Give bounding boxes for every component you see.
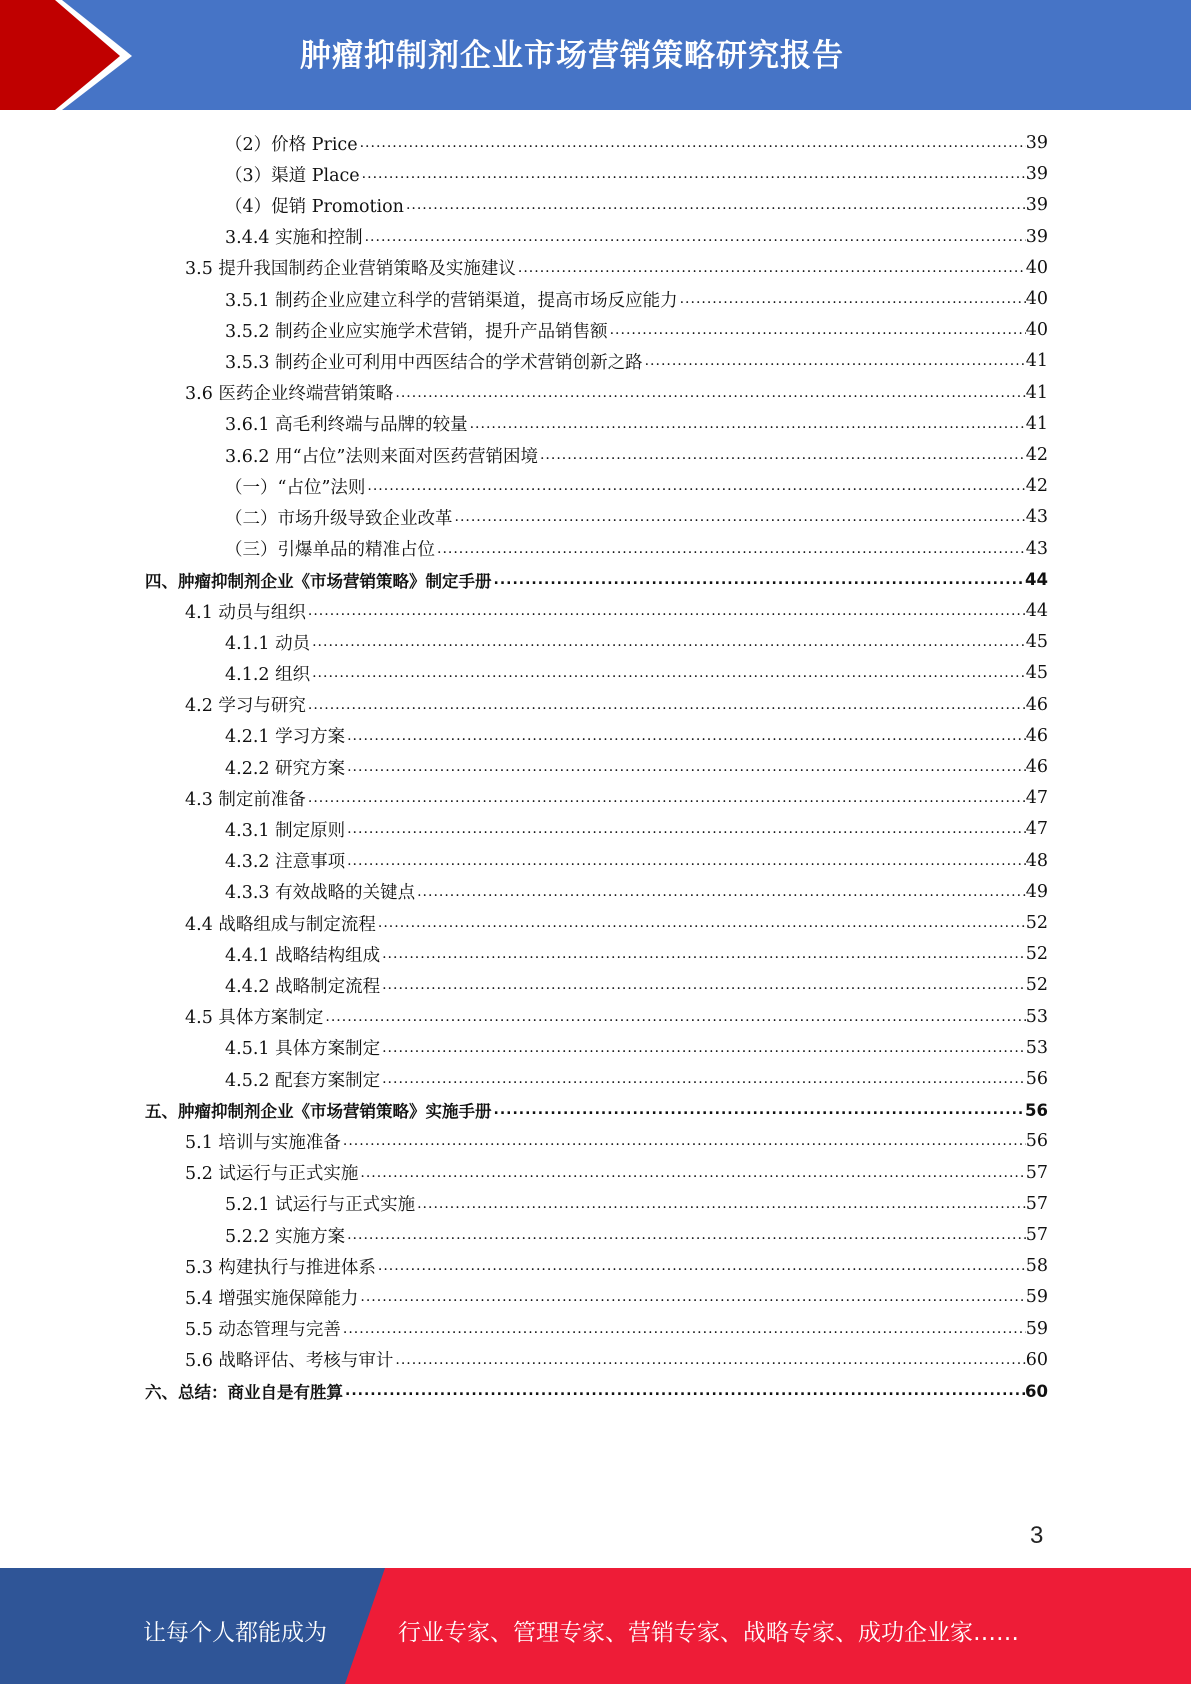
toc-entry-page: 56 (1025, 1100, 1048, 1120)
toc-leader-dots (365, 229, 1026, 245)
arrow-decoration-icon (0, 0, 160, 110)
toc-entry[interactable] (225, 1064, 1048, 1094)
toc-entry-title: 4.1.1 动员 (225, 633, 311, 654)
toc-leader-dots (395, 385, 1025, 401)
toc-entry-page: 48 (1025, 850, 1048, 871)
toc-entry-title: 5.2 试运行与正式实施 (185, 1164, 359, 1185)
toc-entry[interactable] (185, 1002, 1048, 1032)
toc-entry-page: 42 (1025, 445, 1048, 465)
toc-entry-title: 5.4 增强实施保障能力 (185, 1288, 359, 1309)
toc-entry-page: 43 (1025, 538, 1048, 559)
toc-leader-dots (382, 977, 1026, 993)
toc-leader-dots (540, 447, 1026, 463)
toc-leader-dots (382, 946, 1026, 962)
toc-entry-page: 40 (1025, 289, 1048, 309)
toc-entry-page: 60 (1025, 1349, 1048, 1370)
toc-entry-title: 5.5 动态管理与完善 (185, 1320, 341, 1341)
toc-leader-dots (378, 915, 1026, 931)
toc-entry[interactable] (225, 1220, 1048, 1250)
toc-entry-title: （3）渠道 Place (225, 165, 360, 186)
toc-entry-page: 40 (1025, 257, 1048, 278)
toc-leader-dots (680, 291, 1026, 307)
report-title: 肿瘤抑制剂企业市场营销策略研究报告 (300, 38, 844, 74)
toc-entry-title: 3.5.2 制药企业应实施学术营销，提升产品销售额 (225, 321, 608, 342)
toc-entry-title: 4.2.2 研究方案 (225, 758, 346, 779)
toc-leader-dots (494, 572, 1026, 588)
toc-leader-dots (308, 790, 1026, 806)
toc-entry[interactable] (185, 690, 1048, 720)
toc-entry-title: 4.3.1 制定原则 (225, 820, 346, 841)
toc-entry-title: （二）市场升级导致企业改革 (225, 508, 453, 529)
toc-entry[interactable] (225, 128, 1048, 158)
toc-entry[interactable] (185, 378, 1048, 408)
page-number: 3 (1030, 1522, 1044, 1549)
toc-leader-dots (308, 603, 1026, 619)
toc-entry[interactable] (225, 846, 1048, 876)
toc-entry-title: 3.5 提升我国制药企业营销策略及实施建议 (185, 259, 516, 280)
toc-entry-title: 4.4.2 战略制定流程 (225, 976, 381, 997)
toc-leader-dots (367, 478, 1025, 494)
toc-leader-dots (378, 1258, 1026, 1274)
toc-entry-title: 五、肿瘤抑制剂企业《市场营销策略》实施手册 (145, 1102, 492, 1122)
toc-entry[interactable] (185, 1126, 1048, 1156)
toc-entry-page: 46 (1025, 694, 1048, 715)
toc-leader-dots (395, 1352, 1025, 1368)
toc-entry[interactable] (185, 783, 1048, 813)
toc-entry-title: 4.4 战略组成与制定流程 (185, 914, 376, 935)
toc-entry[interactable] (225, 627, 1048, 657)
toc-entry-title: 5.2.1 试运行与正式实施 (225, 1195, 416, 1216)
toc-entry-page: 41 (1025, 351, 1048, 372)
toc-entry[interactable] (225, 939, 1048, 969)
toc-leader-dots (494, 1102, 1026, 1118)
toc-entry-title: 4.3.2 注意事项 (225, 852, 346, 873)
toc-entry-page: 47 (1025, 819, 1048, 840)
toc-entry-page: 52 (1025, 944, 1048, 965)
toc-entry[interactable] (185, 908, 1048, 938)
toc-entry-title: （4）促销 Promotion (225, 196, 404, 217)
toc-entry[interactable] (225, 222, 1048, 252)
toc-entry-page: 39 (1025, 164, 1048, 185)
toc-entry-page: 52 (1025, 913, 1048, 933)
toc-leader-dots (518, 260, 1026, 276)
toc-entry[interactable] (225, 877, 1048, 907)
toc-entry[interactable] (225, 190, 1048, 220)
toc-entry[interactable] (145, 565, 1048, 595)
toc-leader-dots (406, 197, 1026, 213)
toc-entry-page: 56 (1025, 1131, 1048, 1152)
toc-entry[interactable] (225, 346, 1048, 376)
toc-entry-title: 4.5.1 具体方案制定 (225, 1039, 381, 1060)
toc-entry[interactable] (225, 1033, 1048, 1063)
toc-entry-page: 39 (1025, 195, 1048, 216)
toc-entry-title: 六、总结：商业自是有胜算 (145, 1383, 343, 1402)
toc-entry-page: 46 (1025, 725, 1048, 746)
toc-entry-page: 41 (1025, 413, 1048, 434)
toc-entry[interactable] (185, 1345, 1048, 1375)
toc-entry-page: 41 (1025, 382, 1048, 403)
toc-entry[interactable] (145, 1095, 1048, 1125)
toc-entry-page: 56 (1025, 1069, 1048, 1089)
toc-entry-page: 57 (1025, 1193, 1048, 1214)
toc-entry-page: 60 (1025, 1381, 1048, 1401)
toc-entry-title: 4.2.1 学习方案 (225, 727, 346, 748)
page-header (0, 0, 1191, 110)
toc-leader-dots (347, 1227, 1026, 1243)
toc-entry-title: （三）引爆单品的精准占位 (225, 540, 435, 561)
toc-entry-title: 5.2.2 实施方案 (225, 1226, 346, 1247)
toc-entry-page: 39 (1025, 133, 1048, 153)
toc-entry[interactable] (225, 502, 1048, 532)
toc-entry-title: 3.6.1 高毛利终端与品牌的较量 (225, 415, 468, 436)
toc-leader-dots (325, 1009, 1025, 1025)
toc-leader-dots (382, 1040, 1026, 1056)
toc-entry-title: 3.6 医药企业终端营销策略 (185, 384, 394, 405)
toc-entry-page: 45 (1025, 632, 1048, 653)
toc-leader-dots (312, 665, 1026, 681)
toc-entry-title: 4.1 动员与组织 (185, 602, 306, 623)
toc-entry-title: 4.1.2 组织 (225, 664, 311, 685)
toc-entry-page: 59 (1025, 1287, 1048, 1308)
toc-entry[interactable] (225, 284, 1048, 314)
toc-entry[interactable] (225, 159, 1048, 189)
toc-entry[interactable] (145, 1376, 1048, 1406)
toc-entry-title: 3.5.3 制药企业可利用中西医结合的学术营销创新之路 (225, 352, 643, 373)
toc-leader-dots (362, 166, 1026, 182)
toc-entry-page: 49 (1025, 881, 1048, 902)
toc-leader-dots (345, 1383, 1025, 1399)
toc-leader-dots (343, 1321, 1026, 1337)
toc-entry-title: 3.5.1 制药企业应建立科学的营销渠道，提高市场反应能力 (225, 290, 678, 311)
toc-leader-dots (470, 416, 1026, 432)
toc-entry[interactable] (225, 970, 1048, 1000)
toc-leader-dots (343, 1133, 1026, 1149)
toc-entry-title: 5.6 战略评估、考核与审计 (185, 1351, 394, 1372)
toc-entry-title: 3.6.2 用“占位”法则来面对医药营销困境 (225, 446, 538, 467)
toc-entry-page: 52 (1025, 975, 1048, 996)
toc-entry[interactable] (225, 440, 1048, 470)
footer-slogan-right: 行业专家、管理专家、营销专家、战略专家、成功企业家…… (398, 1620, 1019, 1646)
toc-entry[interactable] (225, 814, 1048, 844)
toc-entry-title: 4.5 具体方案制定 (185, 1008, 324, 1029)
toc-entry[interactable] (225, 752, 1048, 782)
toc-entry-title: 5.3 构建执行与推进体系 (185, 1257, 376, 1278)
footer-slogan-left: 让每个人都能成为 (143, 1620, 327, 1646)
toc-leader-dots (360, 135, 1026, 151)
toc-entry-page: 47 (1025, 788, 1048, 809)
toc-leader-dots (308, 697, 1026, 713)
toc-entry[interactable] (185, 253, 1048, 283)
toc-entry[interactable] (225, 471, 1048, 501)
toc-entry-page: 46 (1025, 757, 1048, 777)
toc-leader-dots (437, 541, 1026, 557)
toc-leader-dots (610, 322, 1026, 338)
toc-leader-dots (347, 821, 1026, 837)
toc-leader-dots (360, 1165, 1025, 1181)
toc-entry[interactable] (185, 1251, 1048, 1281)
toc-entry-page: 43 (1025, 507, 1048, 528)
toc-entry-page: 53 (1025, 1037, 1048, 1058)
toc-entry-title: 四、肿瘤抑制剂企业《市场营销策略》制定手册 (145, 571, 492, 591)
toc-entry-title: （2）价格 Price (225, 134, 358, 155)
toc-leader-dots (347, 759, 1026, 775)
toc-entry-page: 57 (1025, 1162, 1048, 1183)
toc-entry-page: 39 (1025, 226, 1048, 247)
toc-entry-page: 40 (1025, 320, 1048, 341)
toc-entry[interactable] (225, 409, 1048, 439)
toc-entry-page: 45 (1025, 663, 1048, 684)
toc-entry[interactable] (185, 1314, 1048, 1344)
toc-entry-title: 5.1 培训与实施准备 (185, 1132, 341, 1153)
toc-entry-title: 4.3.3 有效战略的关键点 (225, 883, 416, 904)
toc-leader-dots (645, 353, 1026, 369)
toc-leader-dots (382, 1071, 1026, 1087)
toc-leader-dots (455, 509, 1026, 525)
toc-entry-page: 58 (1025, 1256, 1048, 1277)
toc-entry[interactable] (185, 596, 1048, 626)
toc-entry-title: 4.4.1 战略结构组成 (225, 945, 381, 966)
toc-entry-page: 44 (1025, 601, 1048, 621)
toc-entry[interactable] (225, 721, 1048, 751)
toc-entry-page: 44 (1025, 570, 1048, 590)
toc-leader-dots (417, 1196, 1026, 1212)
toc-leader-dots (347, 728, 1026, 744)
toc-entry-title: 3.4.4 实施和控制 (225, 228, 363, 249)
toc-entry[interactable] (225, 534, 1048, 564)
toc-entry[interactable] (225, 315, 1048, 345)
toc-entry-page: 57 (1025, 1225, 1048, 1245)
toc-entry[interactable] (225, 658, 1048, 688)
toc-entry-page: 53 (1025, 1006, 1048, 1027)
toc-entry-page: 42 (1025, 476, 1048, 497)
toc-entry-title: 4.5.2 配套方案制定 (225, 1070, 381, 1091)
toc-leader-dots (312, 634, 1026, 650)
toc-entry-title: 4.2 学习与研究 (185, 696, 306, 717)
page-footer (0, 1568, 1191, 1684)
toc-entry[interactable] (225, 1189, 1048, 1219)
toc-entry-title: 4.3 制定前准备 (185, 789, 306, 810)
toc-entry-title: （一）“占位”法则 (225, 477, 366, 498)
toc-leader-dots (347, 853, 1026, 869)
toc-entry-page: 59 (1025, 1318, 1048, 1339)
toc-leader-dots (360, 1289, 1025, 1305)
toc-entry[interactable] (185, 1282, 1048, 1312)
toc-entry[interactable] (185, 1158, 1048, 1188)
toc-leader-dots (417, 884, 1026, 900)
